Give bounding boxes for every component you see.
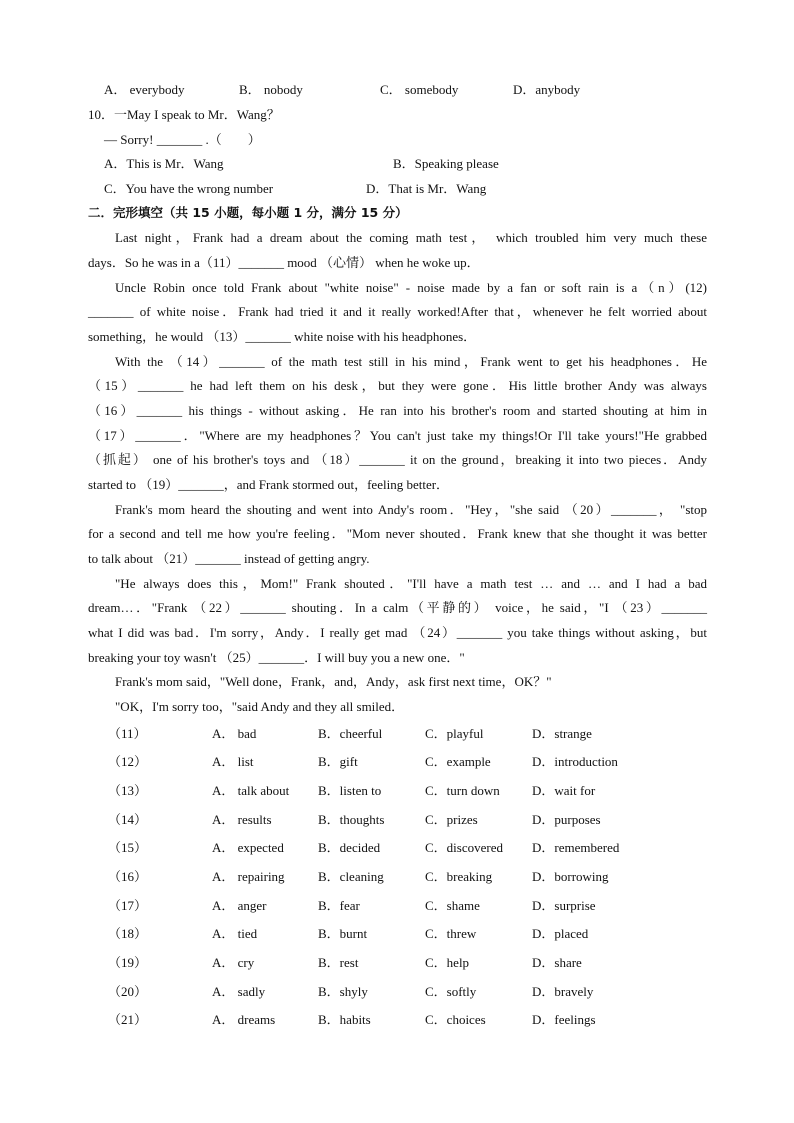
q9-option-c: C． somebody <box>380 82 459 97</box>
choice-option-d: D．introduction <box>532 754 618 769</box>
choice-option-d: D．remembered <box>532 840 620 855</box>
choice-option-d: D．borrowing <box>532 869 609 884</box>
choice-option-a: A． sadly <box>212 984 266 999</box>
passage-line: With the （14）_______ of the math test still in his mind，Frank went to get his headphones．He <box>115 354 707 369</box>
q10-option-c: C．You have the wrong number <box>104 181 274 196</box>
choice-option-c: C．help <box>425 955 470 970</box>
choice-option-a: A． expected <box>212 840 284 855</box>
passage-line: dream…．"Frank （22）_______ shouting．In a calm（平静的） voice，he said，"I （23）_______ <box>88 600 707 615</box>
q9-option-a: A． everybody <box>104 82 185 97</box>
passage-line: what I did was bad．I'm sorry，Andy．I really get mad （24）_______ you take things without asking，but <box>88 625 707 640</box>
q10-option-d: D．That is Mr．Wang <box>366 181 487 196</box>
passage-line: （15）_______ he had left them on his desk，but they were gone．His little brother Andy was always <box>88 378 707 393</box>
q10-reply: — Sorry! _______ .（ ） <box>104 132 261 147</box>
choice-option-a: A． bad <box>212 726 257 741</box>
passage-line: breaking your toy wasn't （25）_______．I will buy you a new one．" <box>88 650 465 665</box>
choice-option-a: A． tied <box>212 926 258 941</box>
passage-line: （16）_______ his things - without asking．He ran into his brother's room and started shouting at him in <box>88 403 707 418</box>
choice-option-c: C．turn down <box>425 783 500 798</box>
q10-option-a: A．This is Mr．Wang <box>104 156 224 171</box>
choice-option-d: D．purposes <box>532 812 601 827</box>
passage-line: （17）_______．"Where are my headphones？You can't just take my things!Or I'll take yours!"He grabbed <box>88 428 707 443</box>
passage-line: _______ of white noise．Frank had tried it and it really worked!After that，whenever he felt worried about <box>88 304 707 319</box>
choice-option-d: D．wait for <box>532 783 596 798</box>
choice-option-d: D．surprise <box>532 898 596 913</box>
choice-option-b: B．cheerful <box>318 726 383 741</box>
choice-number: （19） <box>108 955 148 970</box>
choice-option-a: A． cry <box>212 955 255 970</box>
choice-option-c: C．choices <box>425 1012 486 1027</box>
passage-line: "OK，I'm sorry too，"said Andy and they all smiled． <box>115 699 405 714</box>
choice-option-c: C．threw <box>425 926 477 941</box>
choice-option-c: C．shame <box>425 898 480 913</box>
passage-line: Frank's mom said，"Well done，Frank，and，Andy，ask first next time，OK？" <box>115 674 552 689</box>
choice-option-b: B．thoughts <box>318 812 385 827</box>
passage-line: to talk about （21）_______ instead of getting angry. <box>88 551 370 566</box>
choice-option-b: B．cleaning <box>318 869 384 884</box>
choice-option-c: C．softly <box>425 984 477 999</box>
q9-option-d: D．anybody <box>513 82 581 97</box>
choice-option-c: C．playful <box>425 726 484 741</box>
choice-number: （16） <box>108 869 148 884</box>
choice-option-d: D．bravely <box>532 984 594 999</box>
q9-option-b: B． nobody <box>239 82 303 97</box>
choice-option-b: B．burnt <box>318 926 368 941</box>
choice-option-b: B．habits <box>318 1012 371 1027</box>
choice-option-c: C．breaking <box>425 869 493 884</box>
choice-option-d: D．placed <box>532 926 589 941</box>
choice-number: （21） <box>108 1012 148 1027</box>
choice-option-d: D．feelings <box>532 1012 596 1027</box>
choice-option-b: B．listen to <box>318 783 382 798</box>
passage-line: Last night，Frank had a dream about the coming math test， which troubled him very much these <box>115 230 707 245</box>
choice-number: （12） <box>108 754 148 769</box>
choice-option-b: B．decided <box>318 840 381 855</box>
choice-option-b: B．gift <box>318 754 358 769</box>
choice-option-b: B．rest <box>318 955 359 970</box>
q10-option-b: B．Speaking please <box>393 156 499 171</box>
choice-number: （20） <box>108 984 148 999</box>
passage-line: something，he would （13）_______ white noise with his headphones． <box>88 329 477 344</box>
passage-line: days．So he was in a（11）_______ mood （心情） when he woke up． <box>88 255 480 270</box>
choice-number: （18） <box>108 926 148 941</box>
q10-prompt: 10．一May I speak to Mr．Wang？ <box>88 107 280 122</box>
choice-option-d: D．strange <box>532 726 592 741</box>
passage-line: （抓起） one of his brother's toys and （18）_______ it on the ground，breaking it into two pieces．Andy <box>88 452 707 467</box>
choice-option-c: C．prizes <box>425 812 478 827</box>
choice-option-c: C．example <box>425 754 491 769</box>
choice-option-c: C．discovered <box>425 840 503 855</box>
passage-line: started to （19）_______，and Frank stormed out，feeling better． <box>88 477 450 492</box>
choice-number: （11） <box>108 726 147 741</box>
choice-option-b: B．shyly <box>318 984 368 999</box>
choice-number: （14） <box>108 812 148 827</box>
choice-number: （13） <box>108 783 148 798</box>
choice-option-d: D．share <box>532 955 582 970</box>
choice-number: （15） <box>108 840 148 855</box>
choice-option-a: A． dreams <box>212 1012 276 1027</box>
choice-option-a: A． results <box>212 812 272 827</box>
choice-option-b: B．fear <box>318 898 360 913</box>
passage-line: Uncle Robin once told Frank about "white noise" - noise made by a fan or soft rain is a（n）(12) <box>115 280 707 295</box>
choice-option-a: A． repairing <box>212 869 285 884</box>
passage-line: Frank's mom heard the shouting and went into Andy's room．"Hey，"she said （20）_______， "stop <box>115 502 707 517</box>
choice-option-a: A． list <box>212 754 254 769</box>
choice-number: （17） <box>108 898 148 913</box>
section-heading: 二．完形填空（共 15 小题，每小题 1 分，满分 15 分） <box>88 205 408 220</box>
choice-option-a: A． talk about <box>212 783 290 798</box>
passage-line: for a second and tell me how you're feeling．"Mom never shouted．Frank knew that she thought it was better <box>88 526 707 541</box>
passage-line: "He always does this，Mom!" Frank shouted．"I'll have a math test … and … and I had a bad <box>115 576 707 591</box>
choice-option-a: A． anger <box>212 898 267 913</box>
